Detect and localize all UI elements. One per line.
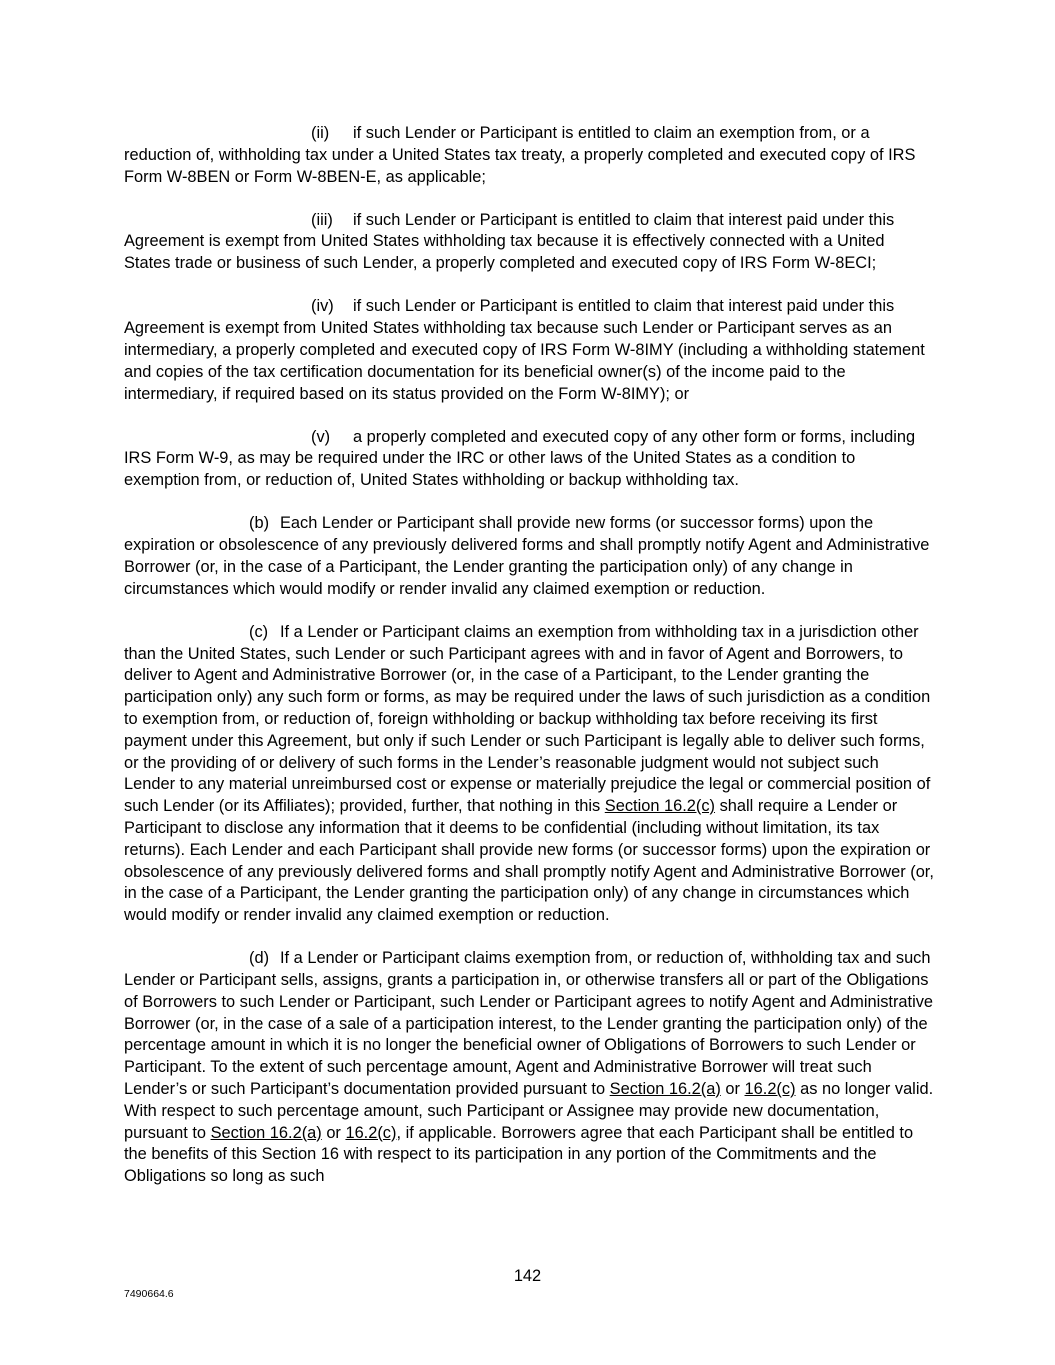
clause-v bbox=[124, 427, 934, 492]
section-reference: 16.2(c) bbox=[744, 1080, 796, 1099]
clause-label: (v) bbox=[311, 427, 331, 446]
clause-text: if such Lender or Participant is entitled to claim that interest paid under this Agreement is exempt from United States withholding tax because it is effectively connected with a United States trade or business of such Lender, a properly completed and executed copy of IRS Form W-8ECI; bbox=[124, 210, 895, 273]
clause-iv bbox=[124, 296, 934, 405]
clause-d bbox=[124, 948, 934, 1188]
clause-text: If a Lender or Participant claims an exemption from withholding tax in a jurisdiction other than the United States, such Lender or such Participant agrees with and in favor of Agent and Borrowers, to deliver to Agent and Administrative Borrower (or, in the case of a Participant, to the Lender granting the participation only) any such form or forms, as may be required under the laws of such jurisdiction as a condition to exemption from, or reduction of, foreign withholding or backup withholding tax before receiving its first payment under this Agreement, but only if such Lender or such Participant is legally able to deliver such forms, or the providing of or delivery of such forms in the Lender’s reasonable judgment would not subject such Lender to any material unreimbursed cost or expense or materially prejudice the legal or commercial position of such Lender (or its Affiliates); provided, further, that nothing in this bbox=[124, 622, 931, 816]
clause-label: (ii) bbox=[311, 124, 330, 142]
clause-text: if such Lender or Participant is entitled to claim an exemption from, or a reduction of, withholding tax under a United States tax treaty, a properly completed and executed copy of IRS Form W-8BEN or Form W-8BEN-E, as applicable; bbox=[124, 124, 916, 186]
clause-b bbox=[124, 513, 934, 600]
clause-text: if such Lender or Participant is entitled to claim that interest paid under this Agreement is exempt from United States withholding tax because such Lender or Participant serves as an intermediary, a properly completed and executed copy of IRS Form W-8IMY (including a withholding statement and copies of the tax certification documentation for its beneficial owner(s) of the income paid to the intermediary, if required based on its status provided on the Form W-8IMY); or bbox=[124, 297, 925, 403]
clause-text: or bbox=[326, 1123, 341, 1142]
clause-label: (b) bbox=[249, 514, 270, 533]
clause-text: Each Lender or Participant shall provide new forms (or successor forms) upon the expiration or obsolescence of any previously delivered forms and shall promptly notify Agent and Administrative Borrower (or, in the case of a Participant, the Lender granting the participation only) of any change in circumstances which would modify or render invalid any claimed exemption or reduction. bbox=[124, 514, 930, 598]
document-id: 7490664.6 bbox=[124, 1288, 174, 1300]
page-number: 142 bbox=[513, 1267, 542, 1285]
section-reference: 16.2(c) bbox=[345, 1123, 397, 1142]
clause-text: , if applicable. Borrowers agree that each Participant shall be entitled to the benefits of this Section 16 with respect to its participation in any portion of the Commitments and the Obligations so long as such bbox=[124, 1123, 914, 1186]
clause-ii bbox=[124, 123, 934, 188]
clause-c bbox=[124, 622, 934, 927]
clause-label: (c) bbox=[249, 622, 269, 641]
clause-text: a properly completed and executed copy of any other form or forms, including IRS Form W-9, as may be required under the IRC or other laws of the United States as a condition to exemption from, or reduction of, United States withholding or backup withholding tax. bbox=[124, 427, 916, 490]
section-reference: Section 16.2(a) bbox=[609, 1080, 721, 1099]
clause-iii bbox=[124, 210, 934, 275]
section-reference: Section 16.2(c) bbox=[604, 797, 716, 816]
section-reference: Section 16.2(a) bbox=[210, 1123, 322, 1142]
clause-label: (iii) bbox=[311, 210, 333, 229]
clause-text: as no longer valid. With respect to such percentage amount, such Participant or Assignee may provide new documentation, pursuant to bbox=[124, 1080, 934, 1142]
clause-text: or bbox=[725, 1080, 740, 1099]
document-body bbox=[124, 123, 934, 1188]
clause-label: (iv) bbox=[311, 297, 334, 316]
clause-text: shall require a Lender or Participant to disclose any information that it deems to be confidential (including without limitation, its tax returns). Each Lender and each Participant shall provide new forms (or successor forms) upon the expiration or obsolescence of any previously delivered forms and shall promptly notify Agent and Administrative Borrower (or, in the case of a Participant, the Lender granting the participation only) of any change in circumstances which would modify or render invalid any claimed exemption or reduction. bbox=[124, 797, 934, 925]
clause-text: If a Lender or Participant claims exemption from, or reduction of, withholding tax and such Lender or Participant sells, assigns, grants a participation in, or otherwise transfers all or part of the Obligations of Borrowers to such Lender or Participant, such Lender or Participant agrees to notify Agent and Administrative Borrower (or, in the case of a sale of a participation interest, to the Lender granting the participation only) of the percentage amount in which it is no longer the beneficial owner of Obligations of Borrowers to such Lender or Participant. To the extent of such percentage amount, Agent and Administrative Borrower will treat such Lender’s or such Participant’s documentation provided pursuant to bbox=[124, 949, 934, 1099]
clause-label: (d) bbox=[249, 949, 270, 968]
